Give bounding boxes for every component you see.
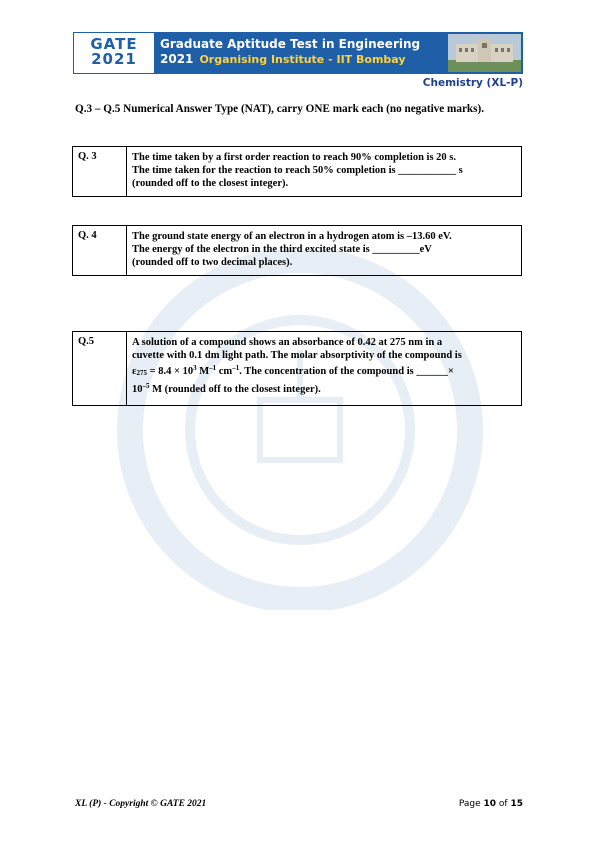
unit-cm: cm xyxy=(216,366,233,377)
unit-cm-exponent: –1 xyxy=(232,364,240,372)
question-line: (rounded off to two decimal places). xyxy=(132,257,293,268)
power-exponent: –5 xyxy=(142,382,150,390)
question-line: cuvette with 0.1 dm light path. The molar absorptivity of the compound is xyxy=(132,350,462,361)
question-text xyxy=(127,147,521,196)
question-number: Q. 3 xyxy=(73,147,127,196)
copyright-footer: XL (P) - Copyright © GATE 2021 xyxy=(75,799,207,809)
question-line: (rounded off to the closest integer). xyxy=(132,178,289,189)
question-box-q3 xyxy=(72,146,522,197)
question-line xyxy=(132,380,516,396)
power-base: 10 xyxy=(132,384,143,395)
question-text xyxy=(127,226,521,275)
question-text xyxy=(127,332,521,405)
unit-molar: M xyxy=(196,366,210,377)
banner-title: Graduate Aptitude Test in Engineering 2021 xyxy=(160,37,421,66)
question-line: A solution of a compound shows an absorbance of 0.42 at 275 nm in a xyxy=(132,337,443,348)
epsilon-symbol: ε xyxy=(132,366,137,377)
question-line xyxy=(132,362,516,380)
banner-subtitle: Organising Institute - IIT Bombay xyxy=(199,53,406,66)
question-number: Q.5 xyxy=(73,332,127,405)
question-number: Q. 4 xyxy=(73,226,127,275)
page-prefix: Page xyxy=(458,799,484,809)
epsilon-exponent: 3 xyxy=(193,364,197,372)
epsilon-value: = 8.4 × 10 xyxy=(147,366,194,377)
page-current: 10 xyxy=(483,799,497,809)
question-box-q5 xyxy=(72,331,522,406)
institute-building-image xyxy=(448,34,521,72)
unit-molar-exponent: –1 xyxy=(209,364,217,372)
subject-label: Chemistry (XL-P) xyxy=(422,77,523,89)
page-total: 15 xyxy=(510,799,523,809)
logo-line2: 2021 xyxy=(91,50,137,68)
question-line: The time taken for the reaction to reach 50% completion is ___________ s xyxy=(132,165,463,176)
page-number xyxy=(459,799,523,809)
question-line-rest: M (rounded off to the closest integer). xyxy=(149,384,321,395)
section-heading: Q.3 – Q.5 Numerical Answer Type (NAT), carry ONE mark each (no negative marks). xyxy=(75,103,485,115)
question-line: The ground state energy of an electron in a hydrogen atom is –13.60 eV. xyxy=(132,231,452,242)
epsilon-subscript: 275 xyxy=(136,369,147,377)
question-box-q4 xyxy=(72,225,522,276)
gate-logo xyxy=(73,32,155,74)
question-line: The time taken by a first order reaction to reach 90% completion is 20 s. xyxy=(132,152,457,163)
question-line-rest: . The concentration of the compound is ______× xyxy=(239,366,454,377)
question-line: The energy of the electron in the third excited state is _________eV xyxy=(132,244,432,255)
page-of: of xyxy=(496,799,511,809)
institute-watermark xyxy=(60,250,540,610)
logo-line1: GATE xyxy=(90,35,138,53)
